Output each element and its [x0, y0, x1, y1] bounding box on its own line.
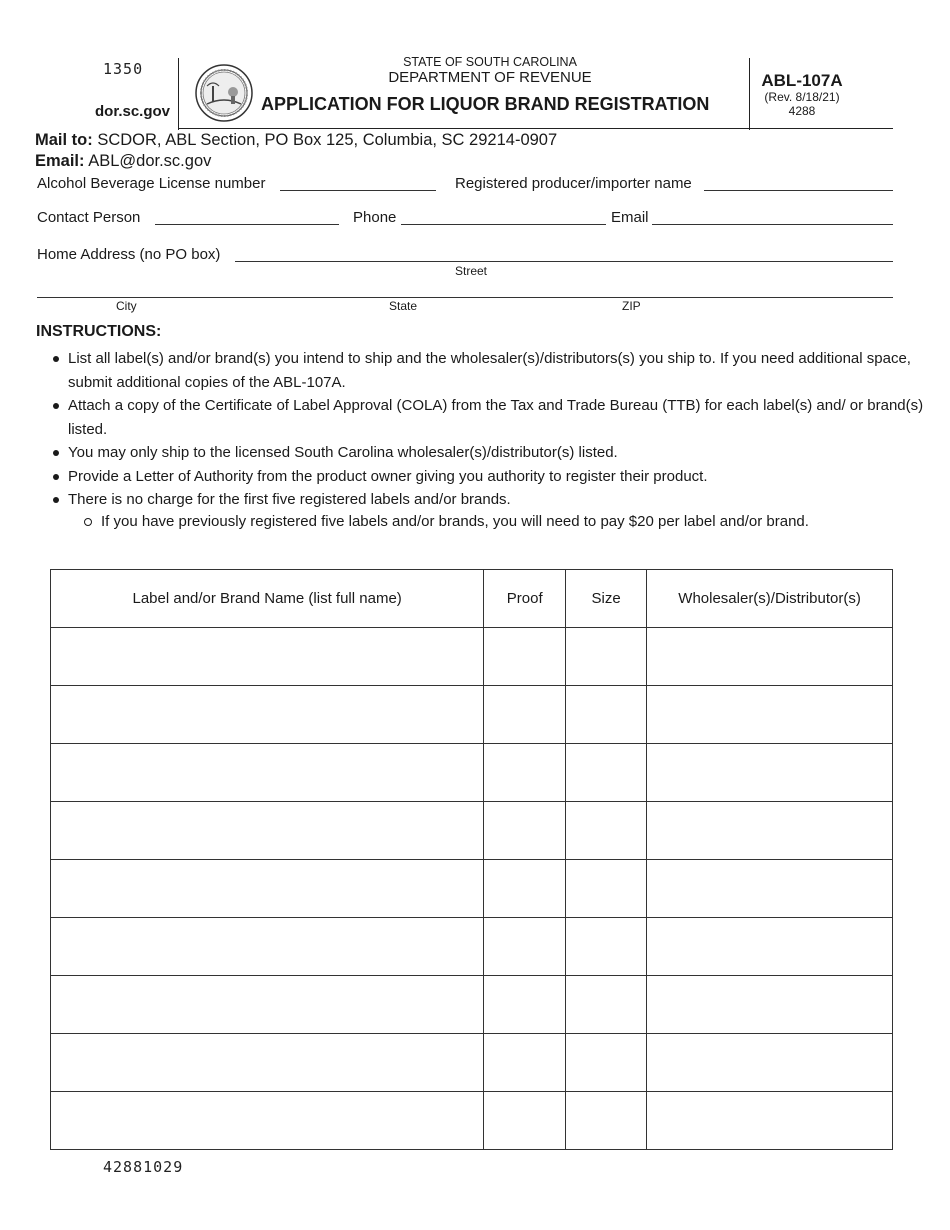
brand-name-cell[interactable] [51, 918, 484, 976]
size-cell[interactable] [566, 686, 647, 744]
size-cell[interactable] [566, 918, 647, 976]
form-title: APPLICATION FOR LIQUOR BRAND REGISTRATION [261, 94, 710, 114]
proof-cell[interactable] [484, 1034, 566, 1092]
instruction-item: You may only ship to the licensed South Carolina wholesaler(s)/distributor(s) listed. [68, 441, 928, 465]
phone-field[interactable] [401, 224, 606, 225]
barcode-number: 42881029 [103, 1158, 184, 1176]
revision-date: (Rev. 8/18/21) [764, 90, 840, 104]
department-name: DEPARTMENT OF REVENUE [388, 69, 592, 86]
phone-label: Phone [353, 209, 397, 226]
producer-name-field[interactable] [704, 190, 893, 191]
instruction-item: List all label(s) and/or brand(s) you intend to ship and the wholesaler(s)/distributors(s) you ship to. If you need additional space, submit additional copies of the ABL-107A. [68, 347, 928, 394]
email-field[interactable] [652, 224, 893, 225]
brand-name-cell[interactable] [51, 802, 484, 860]
mail-to-label: Mail to: [35, 131, 93, 149]
proof-cell[interactable] [484, 744, 566, 802]
size-cell[interactable] [566, 860, 647, 918]
proof-cell[interactable] [484, 976, 566, 1034]
proof-cell[interactable] [484, 918, 566, 976]
license-number-label: Alcohol Beverage License number [37, 175, 266, 192]
form-number: 4288 [788, 104, 816, 118]
size-cell[interactable] [566, 744, 647, 802]
table-row [51, 976, 893, 1034]
contact-person-label: Contact Person [37, 209, 141, 226]
contact-person-field[interactable] [155, 224, 339, 225]
size-cell[interactable] [566, 1092, 647, 1150]
wholesaler-cell[interactable] [647, 1034, 893, 1092]
home-address-label: Home Address (no PO box) [37, 246, 221, 263]
header-divider-left [178, 58, 179, 130]
instruction-sub-list [68, 512, 928, 532]
size-cell[interactable] [566, 1034, 647, 1092]
email-field-label: Email [611, 209, 649, 226]
wholesaler-cell[interactable] [647, 976, 893, 1034]
mail-to-address: SCDOR, ABL Section, PO Box 125, Columbia, SC 29214-0907 [97, 131, 558, 149]
wholesaler-cell[interactable] [647, 802, 893, 860]
table-row [51, 860, 893, 918]
table-header-row [51, 570, 893, 628]
brand-name-cell[interactable] [51, 976, 484, 1034]
wholesaler-cell[interactable] [647, 860, 893, 918]
proof-cell[interactable] [484, 802, 566, 860]
table-row [51, 686, 893, 744]
instruction-item [68, 488, 928, 532]
instructions-title: INSTRUCTIONS: [36, 323, 162, 340]
brand-name-cell[interactable] [51, 628, 484, 686]
wholesaler-cell[interactable] [647, 1092, 893, 1150]
license-number-field[interactable] [280, 190, 436, 191]
brand-registration-table [50, 569, 893, 1150]
column-header-proof: Proof [484, 570, 566, 628]
email-label: Email: [35, 152, 85, 170]
table-row [51, 1092, 893, 1150]
state-seal-icon [195, 64, 253, 122]
size-cell[interactable] [566, 802, 647, 860]
city-state-zip-field[interactable] [37, 297, 893, 298]
form-id: ABL-107A [761, 71, 843, 90]
column-header-size: Size [566, 570, 647, 628]
producer-name-label: Registered producer/importer name [455, 175, 692, 192]
form-code-top: 1350 [103, 60, 144, 78]
instruction-sub-item: If you have previously registered five labels and/or brands, you will need to pay $20 per label and/or brand. [101, 512, 928, 532]
instruction-item: Provide a Letter of Authority from the product owner giving you authority to register their product. [68, 465, 928, 489]
instructions-list [36, 347, 928, 532]
column-header-wholesaler: Wholesaler(s)/Distributor(s) [647, 570, 893, 628]
brand-name-cell[interactable] [51, 1092, 484, 1150]
column-header-brand-name: Label and/or Brand Name (list full name) [51, 570, 484, 628]
table-row [51, 1034, 893, 1092]
brand-name-cell[interactable] [51, 744, 484, 802]
proof-cell[interactable] [484, 1092, 566, 1150]
brand-name-cell[interactable] [51, 860, 484, 918]
wholesaler-cell[interactable] [647, 918, 893, 976]
wholesaler-cell[interactable] [647, 628, 893, 686]
brand-name-cell[interactable] [51, 1034, 484, 1092]
wholesaler-cell[interactable] [647, 744, 893, 802]
city-label: City [116, 299, 137, 313]
header-bottom-rule [178, 128, 893, 129]
wholesaler-cell[interactable] [647, 686, 893, 744]
table-row [51, 918, 893, 976]
mail-to-line [35, 131, 557, 150]
website: dor.sc.gov [95, 103, 171, 120]
zip-label: ZIP [622, 299, 641, 313]
email-line [35, 152, 211, 171]
size-cell[interactable] [566, 628, 647, 686]
state-name: STATE OF SOUTH CAROLINA [403, 55, 577, 69]
street-label: Street [455, 264, 488, 278]
brand-name-cell[interactable] [51, 686, 484, 744]
proof-cell[interactable] [484, 860, 566, 918]
table-row [51, 628, 893, 686]
proof-cell[interactable] [484, 686, 566, 744]
state-label: State [389, 299, 418, 313]
table-row [51, 744, 893, 802]
proof-cell[interactable] [484, 628, 566, 686]
size-cell[interactable] [566, 976, 647, 1034]
instruction-item-text: There is no charge for the first five registered labels and/or brands. [68, 491, 511, 508]
street-field[interactable] [235, 261, 893, 262]
table-row [51, 802, 893, 860]
email-address: ABL@dor.sc.gov [88, 152, 212, 170]
instruction-item: Attach a copy of the Certificate of Label Approval (COLA) from the Tax and Trade Bureau (TTB) for each label(s) and/ or brand(s) listed. [68, 394, 928, 441]
